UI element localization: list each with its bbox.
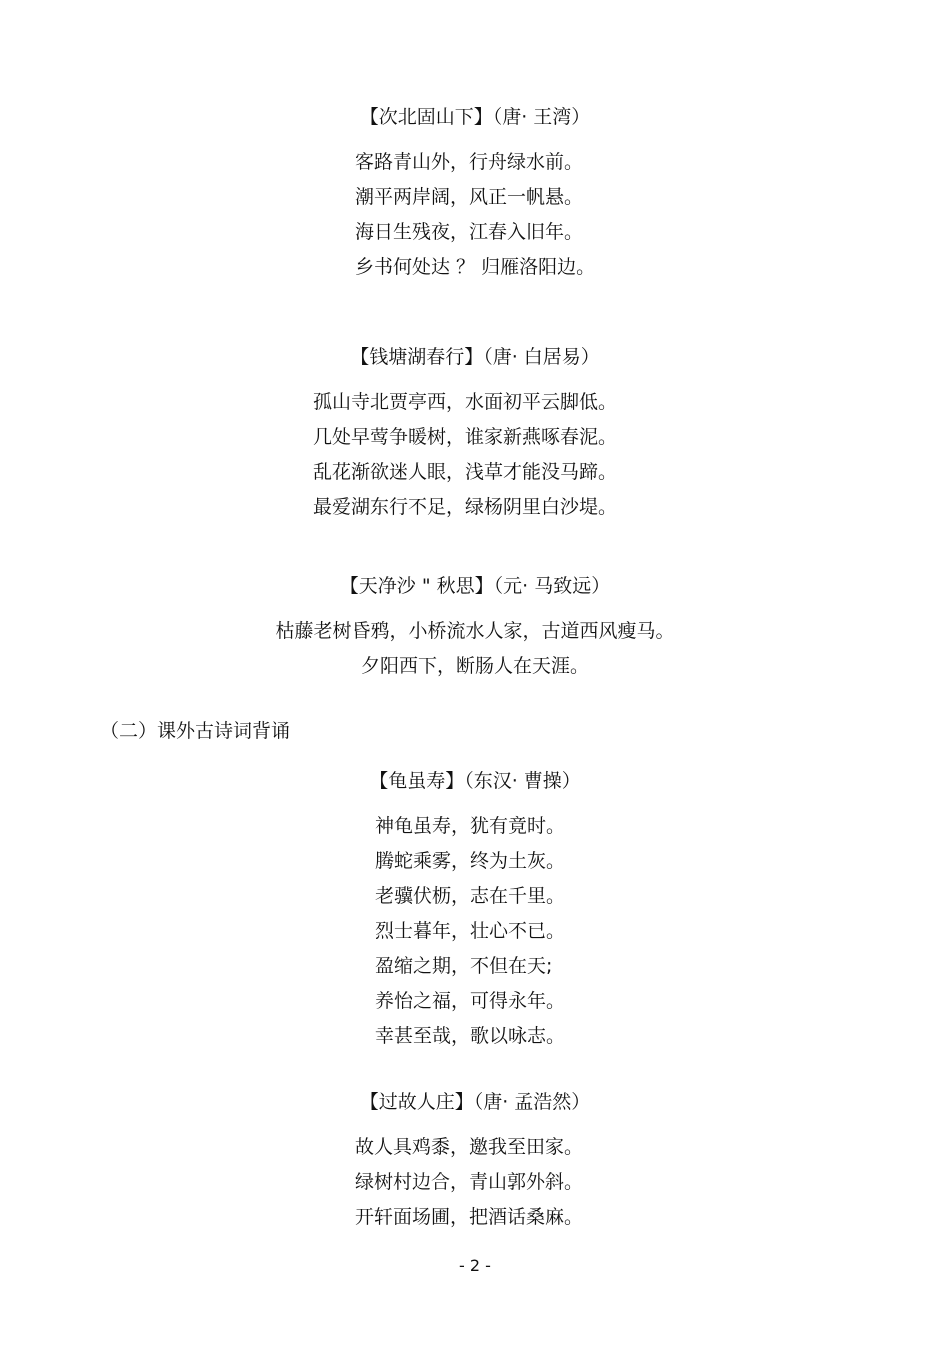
poem-lines — [0, 618, 950, 688]
poem-title: 【天净沙 " 秋思】（元· 马致远） — [339, 575, 611, 597]
poem-title: 【龟虽寿】（东汉· 曹操） — [369, 770, 581, 792]
page-number: - 2 - — [459, 1256, 491, 1275]
poem-qian-tang-hu-chun-xing — [0, 344, 950, 529]
poem-ci-bei-gu-shan-xia — [0, 104, 950, 289]
poem-line: 夕阳西下，断肠人在天涯。 — [360, 655, 589, 677]
poem-lines — [0, 389, 950, 529]
poem-line: 孤山寺北贾亭西，水面初平云脚低。 — [313, 391, 618, 413]
poem-lines — [0, 149, 950, 289]
poem-lines — [0, 1134, 950, 1239]
poem-line: 腾蛇乘雾，终为土灰。 — [375, 850, 566, 872]
poem-tian-jing-sha-qiu-si — [0, 573, 950, 688]
poem-title: 【过故人庄】（唐· 孟浩然） — [359, 1091, 591, 1113]
poem-title: 【钱塘湖春行】（唐· 白居易） — [350, 346, 600, 368]
poem-line: 乱花渐欲迷人眼，浅草才能没马蹄。 — [313, 461, 618, 483]
poem-guo-gu-ren-zhuang — [0, 1089, 950, 1239]
poem-lines — [0, 813, 950, 1058]
poem-line: 最爱湖东行不足，绿杨阴里白沙堤。 — [313, 496, 618, 518]
poem-line: 枯藤老树昏鸦，小桥流水人家，古道西风瘦马。 — [275, 620, 675, 642]
poem-line: 几处早莺争暖树，谁家新燕啄春泥。 — [313, 426, 618, 448]
poem-gui-sui-shou — [0, 768, 950, 1058]
poem-line: 客路青山外，行舟绿水前。 — [355, 151, 584, 173]
poem-line: 烈士暮年，壮心不已。 — [375, 920, 566, 942]
poem-line: 盈缩之期，不但在天; — [375, 955, 553, 977]
poem-line: 故人具鸡黍，邀我至田家。 — [355, 1136, 584, 1158]
poem-line: 幸甚至哉，歌以咏志。 — [375, 1025, 566, 1047]
poem-line: 潮平两岸阔，风正一帆悬。 — [355, 186, 584, 208]
section-heading: （二）课外古诗词背诵 — [100, 720, 291, 742]
poem-line: 养怡之福，可得永年。 — [375, 990, 566, 1012]
poem-title: 【次北固山下】（唐· 王湾） — [359, 106, 591, 128]
poem-line: 神龟虽寿，犹有竟时。 — [375, 815, 566, 837]
poem-line: 开轩面场圃，把酒话桑麻。 — [355, 1206, 584, 1228]
poem-line: 老骥伏枥，志在千里。 — [375, 885, 566, 907]
poem-line: 乡书何处达 ？ 归雁洛阳边。 — [355, 256, 596, 278]
poem-line: 绿树村边合，青山郭外斜。 — [355, 1171, 584, 1193]
poem-line: 海日生残夜，江春入旧年。 — [355, 221, 584, 243]
